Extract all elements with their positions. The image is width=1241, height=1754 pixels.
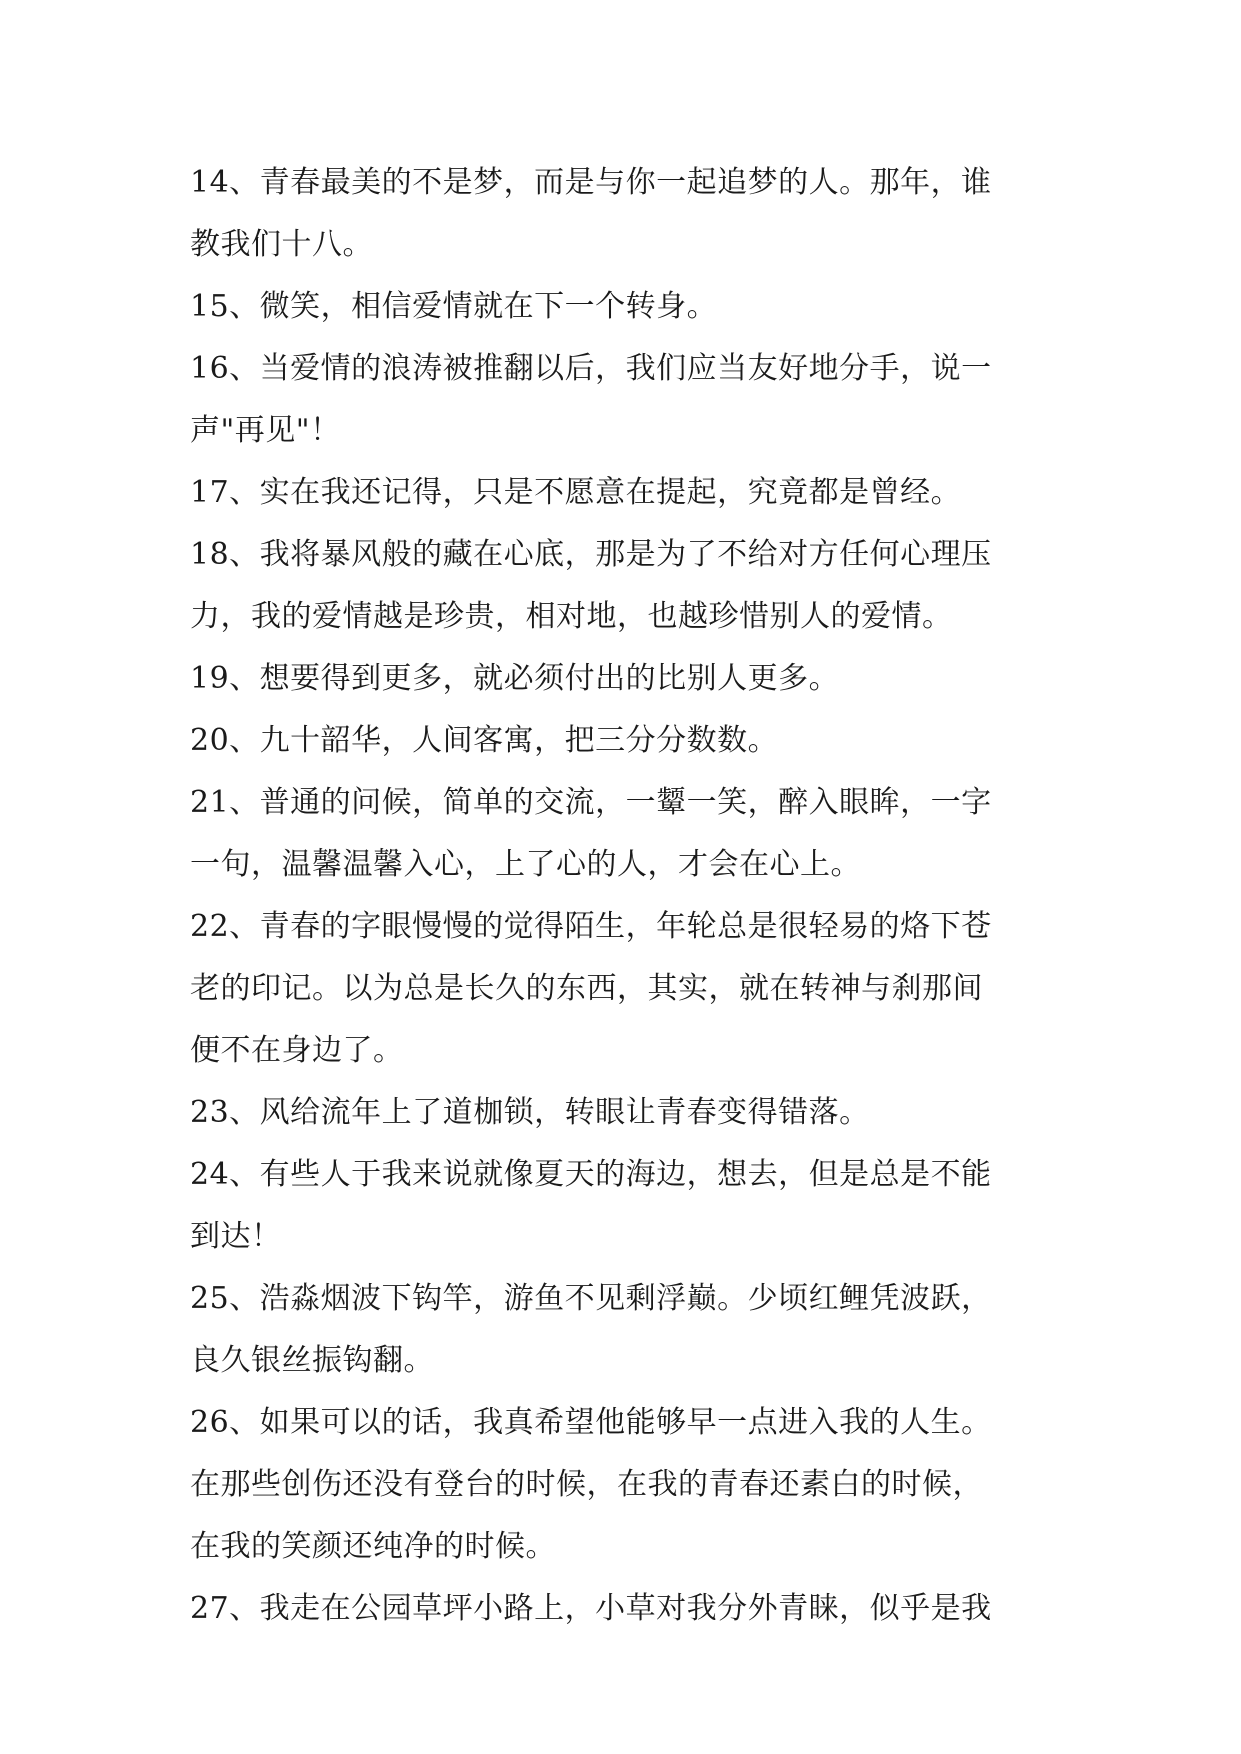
text-line: 到达！ [190, 1219, 282, 1254]
text-line: 在那些创伤还没有登台的时候，在我的青春还素白的时候， [190, 1467, 983, 1502]
text-line: 14、青春最美的不是梦，而是与你一起追梦的人。那年，谁 [190, 165, 992, 200]
text-line: 24、有些人于我来说就像夏天的海边，想去，但是总是不能 [190, 1157, 992, 1192]
text-line: 20、九十韶华，人间客寓，把三分分数数。 [190, 723, 779, 758]
text-line: 21、普通的问候，简单的交流，一颦一笑，醉入眼眸，一字 [190, 785, 992, 820]
text-line: 19、想要得到更多，就必须付出的比别人更多。 [190, 661, 840, 696]
text-line: 25、浩淼烟波下钩竿，游鱼不见剩浮巅。少顷红鲤凭波跃， [190, 1281, 992, 1316]
text-line: 26、如果可以的话，我真希望他能够早一点进入我的人生。 [190, 1405, 992, 1440]
text-line: 力，我的爱情越是珍贵，相对地，也越珍惜别人的爱情。 [190, 599, 953, 634]
text-line: 便不在身边了。 [190, 1033, 404, 1068]
text-line: 18、我将暴风般的藏在心底，那是为了不给对方任何心理压 [190, 537, 992, 572]
text-line: 17、实在我还记得，只是不愿意在提起，究竟都是曾经。 [190, 475, 962, 510]
text-line: 23、风给流年上了道枷锁，转眼让青春变得错落。 [190, 1095, 870, 1130]
text-line: 良久银丝振钩翻。 [190, 1343, 434, 1378]
text-line: 15、微笑，相信爱情就在下一个转身。 [190, 289, 718, 324]
text-line: 27、我走在公园草坪小路上，小草对我分外青睐，似乎是我 [190, 1591, 992, 1626]
text-line: 一句，温馨温馨入心，上了心的人，才会在心上。 [190, 847, 861, 882]
text-line: 老的印记。以为总是长久的东西，其实，就在转神与刹那间 [190, 971, 983, 1006]
text-line: 教我们十八。 [190, 227, 373, 262]
text-line: 声"再见"！ [190, 413, 341, 448]
text-line: 22、青春的字眼慢慢的觉得陌生，年轮总是很轻易的烙下苍 [190, 909, 992, 944]
document-body [190, 152, 1058, 1640]
text-line: 16、当爱情的浪涛被推翻以后，我们应当友好地分手，说一 [190, 351, 992, 386]
text-line: 在我的笑颜还纯净的时候。 [190, 1529, 556, 1564]
